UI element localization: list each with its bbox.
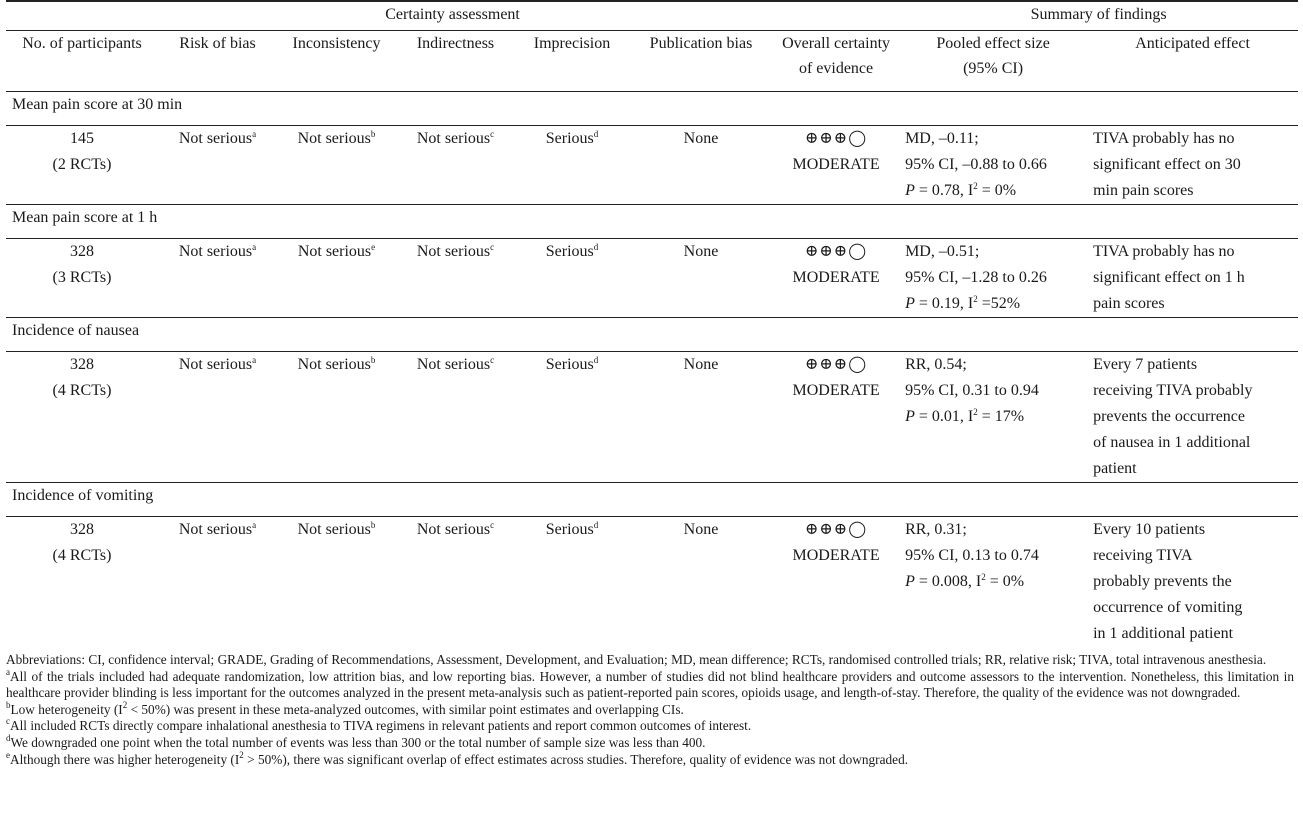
footnote-e: [6, 749, 1294, 769]
effect-ci: 95% CI, –0.88 to 0.66: [905, 156, 1047, 173]
anticipated-line: probably prevents the: [1093, 573, 1232, 590]
certainty-rating-icon: ⊕⊕⊕◯: [804, 243, 868, 260]
indirectness-value: Not serious: [416, 243, 491, 260]
trials-count: (3 RCTs): [52, 269, 112, 286]
footnote-b-mark: b: [6, 699, 11, 710]
col-overall-certainty: [773, 31, 899, 92]
col-risk-of-bias: Risk of bias: [179, 35, 256, 52]
col-publication-bias: Publication bias: [649, 35, 753, 52]
inconsistency-value: Not serious: [297, 356, 371, 373]
footnote-d-text: We downgraded one point when the total number of events was less than 300 or the total number of sample size was less than 400.: [10, 734, 706, 750]
p-letter: P: [905, 408, 915, 425]
imprecision-footnote-mark: d: [593, 129, 599, 139]
footnote-b-text-1: Low heterogeneity (I: [10, 701, 123, 717]
footnote-e-mark: e: [6, 749, 10, 760]
publication-bias-cell: None: [683, 130, 719, 147]
table-row: [6, 517, 1298, 648]
inconsistency-footnote-mark: e: [371, 242, 376, 252]
inconsistency-cell: [277, 352, 396, 483]
overall-certainty-cell: [773, 352, 899, 483]
certainty-assessment-header: Certainty assessment: [6, 1, 899, 31]
section-header-row: [6, 483, 1298, 517]
section-header-row: [6, 318, 1298, 352]
participants-cell: [6, 239, 158, 318]
anticipated-effect-cell: [1087, 352, 1298, 483]
overall-certainty-cell: [773, 517, 899, 648]
col-pooled-line2: (95% CI): [963, 60, 1024, 77]
indirectness-footnote-mark: c: [490, 129, 495, 139]
col-participants: No. of participants: [22, 35, 142, 52]
indirectness-footnote-mark: c: [490, 355, 495, 365]
section-title: Incidence of nausea: [12, 322, 140, 339]
inconsistency-footnote-mark: b: [370, 520, 376, 530]
effect-ci: 95% CI, 0.13 to 0.74: [905, 547, 1039, 564]
col-indirectness: Indirectness: [416, 35, 495, 52]
col-pooled-effect: [899, 31, 1087, 92]
footnote-e-text-1: Although there was higher heterogeneity (I: [10, 751, 240, 767]
anticipated-effect-cell: [1087, 239, 1298, 318]
i2-value: =52%: [977, 295, 1021, 312]
participants-cell: [6, 352, 158, 483]
certainty-rating-icon: ⊕⊕⊕◯: [804, 356, 868, 373]
pooled-effect-cell: [899, 239, 1087, 318]
publication-bias-cell: None: [683, 243, 719, 260]
group-header-row: [6, 1, 1298, 31]
inconsistency-footnote-mark: b: [370, 129, 376, 139]
anticipated-line: pain scores: [1093, 295, 1165, 312]
footnote-b: [6, 699, 1294, 719]
trials-count: (4 RCTs): [52, 547, 112, 564]
footnote-a-text: All of the trials included had adequate randomization, low attrition bias, and low reporting bias. However, a number of studies did not blind healthcare providers and outcome assessors to the intervention. Nonetheless, this limitation in healthcare provider blinding is less important for the outcomes analyzed in the present meta-analysis such as patient-reported pain scores, opioids usage, and length-of-stay. Therefore, the quality of the evidence was not downgraded.: [6, 668, 1294, 701]
certainty-rating-icon: ⊕⊕⊕◯: [804, 130, 868, 147]
section-header-row: [6, 92, 1298, 126]
p-value: = 0.19, I: [914, 295, 974, 312]
imprecision-cell: [515, 352, 629, 483]
footnote-a-mark: a: [6, 666, 10, 677]
footnote-abbreviations: Abbreviations: CI, confidence interval; GRADE, Grading of Recommendations, Assessment, Development, and Evaluation; MD, mean difference; RCTs, randomised controlled trials; RR, relative risk; TIVA, total intravenous anesthesia.: [6, 652, 1267, 667]
overall-certainty-cell: [773, 126, 899, 205]
i2-value: = 0%: [977, 182, 1017, 199]
i2-value: = 0%: [985, 573, 1025, 590]
footnote-b-text-2: < 50%) was present in these meta-analyzed outcomes, with similar point estimates and overlapping CIs.: [127, 701, 684, 717]
risk-value: Not serious: [178, 130, 253, 147]
effect-estimate: MD, –0.11;: [905, 130, 979, 147]
indirectness-cell: [396, 239, 515, 318]
footnote-c-text: All included RCTs directly compare inhalational anesthesia to TIVA regimens in relevant patients and report common outcomes of interest.: [10, 718, 752, 734]
i2-sup: 2: [973, 407, 978, 417]
imprecision-value: Serious: [545, 243, 594, 260]
inconsistency-footnote-mark: b: [370, 355, 376, 365]
participants-count: 145: [70, 130, 94, 147]
imprecision-value: Serious: [545, 356, 594, 373]
imprecision-cell: [515, 239, 629, 318]
anticipated-line: of nausea in 1 additional: [1093, 434, 1251, 451]
participants-count: 328: [70, 521, 94, 538]
pooled-effect-cell: [899, 126, 1087, 205]
overall-certainty-cell: [773, 239, 899, 318]
indirectness-footnote-mark: c: [490, 242, 495, 252]
summary-of-findings-header: Summary of findings: [899, 1, 1298, 31]
anticipated-line: patient: [1093, 460, 1137, 477]
col-inconsistency: Inconsistency: [292, 35, 381, 52]
inconsistency-value: Not serious: [297, 243, 372, 260]
publication-bias-cell: None: [683, 356, 719, 373]
certainty-label: MODERATE: [792, 382, 880, 399]
footnote-e-text-2: > 50%), there was significant overlap of effect estimates across studies. Therefore, quality of evidence was not downgraded.: [243, 751, 909, 767]
table-row: [6, 352, 1298, 483]
imprecision-footnote-mark: d: [593, 520, 599, 530]
anticipated-line: receiving TIVA: [1093, 547, 1193, 564]
certainty-label: MODERATE: [792, 547, 880, 564]
risk-footnote-mark: a: [252, 129, 257, 139]
section-header-row: [6, 205, 1298, 239]
inconsistency-cell: [277, 126, 396, 205]
col-overall-line2: of evidence: [798, 60, 874, 77]
footnote-b-sup: 2: [122, 699, 128, 710]
risk-footnote-mark: a: [252, 520, 257, 530]
risk-footnote-mark: a: [252, 242, 257, 252]
col-pooled-line1: Pooled effect size: [936, 35, 1050, 52]
p-value: = 0.78, I: [914, 182, 974, 199]
indirectness-value: Not serious: [416, 521, 491, 538]
pooled-effect-cell: [899, 352, 1087, 483]
certainty-label: MODERATE: [792, 269, 880, 286]
effect-ci: 95% CI, –1.28 to 0.26: [905, 269, 1047, 286]
certainty-label: MODERATE: [792, 156, 880, 173]
section-title: Mean pain score at 1 h: [12, 209, 158, 226]
risk-footnote-mark: a: [252, 355, 257, 365]
i2-sup: 2: [973, 294, 978, 304]
participants-cell: [6, 517, 158, 648]
publication-bias-cell: None: [683, 521, 719, 538]
i2-sup: 2: [973, 181, 978, 191]
footnote-a: [6, 666, 1294, 702]
p-value: = 0.01, I: [914, 408, 974, 425]
section-title: Incidence of vomiting: [12, 487, 154, 504]
i2-value: = 17%: [977, 408, 1025, 425]
imprecision-cell: [515, 517, 629, 648]
p-letter: P: [905, 295, 915, 312]
imprecision-cell: [515, 126, 629, 205]
col-overall-line1: Overall certainty: [782, 35, 891, 52]
i2-sup: 2: [981, 572, 986, 582]
risk-of-bias-cell: [158, 126, 277, 205]
effect-estimate: RR, 0.31;: [905, 521, 967, 538]
risk-of-bias-cell: [158, 352, 277, 483]
imprecision-value: Serious: [545, 130, 594, 147]
anticipated-line: TIVA probably has no: [1093, 130, 1235, 147]
risk-value: Not serious: [178, 521, 253, 538]
anticipated-line: Every 10 patients: [1093, 521, 1206, 538]
inconsistency-value: Not serious: [297, 521, 371, 538]
p-letter: P: [905, 182, 915, 199]
imprecision-value: Serious: [545, 521, 594, 538]
participants-count: 328: [70, 243, 94, 260]
anticipated-line: prevents the occurrence: [1093, 408, 1245, 425]
risk-of-bias-cell: [158, 517, 277, 648]
anticipated-line: significant effect on 30: [1093, 156, 1241, 173]
grade-table-container: [6, 0, 1298, 768]
risk-value: Not serious: [178, 243, 253, 260]
table-row: [6, 126, 1298, 205]
trials-count: (2 RCTs): [52, 156, 112, 173]
risk-value: Not serious: [178, 356, 253, 373]
anticipated-line: in 1 additional patient: [1093, 625, 1234, 642]
anticipated-line: min pain scores: [1093, 182, 1194, 199]
indirectness-value: Not serious: [416, 356, 491, 373]
indirectness-footnote-mark: c: [490, 520, 495, 530]
pooled-effect-cell: [899, 517, 1087, 648]
column-header-row: [6, 31, 1298, 92]
indirectness-cell: [396, 352, 515, 483]
footnote-e-sup: 2: [239, 749, 244, 760]
col-anticipated-effect: Anticipated effect: [1135, 35, 1250, 52]
imprecision-footnote-mark: d: [593, 355, 599, 365]
anticipated-line: occurrence of vomiting: [1093, 599, 1243, 616]
anticipated-line: TIVA probably has no: [1093, 243, 1235, 260]
anticipated-effect-cell: [1087, 517, 1298, 648]
anticipated-effect-cell: [1087, 126, 1298, 205]
indirectness-cell: [396, 126, 515, 205]
indirectness-cell: [396, 517, 515, 648]
anticipated-line: receiving TIVA probably: [1093, 382, 1253, 399]
p-value: = 0.008, I: [914, 573, 982, 590]
footnote-d-mark: d: [6, 732, 11, 743]
risk-of-bias-cell: [158, 239, 277, 318]
col-imprecision: Imprecision: [533, 35, 611, 52]
participants-cell: [6, 126, 158, 205]
table-footnotes: [6, 652, 1298, 768]
anticipated-line: significant effect on 1 h: [1093, 269, 1245, 286]
anticipated-line: Every 7 patients: [1093, 356, 1198, 373]
participants-count: 328: [70, 356, 94, 373]
effect-ci: 95% CI, 0.31 to 0.94: [905, 382, 1039, 399]
inconsistency-cell: [277, 239, 396, 318]
inconsistency-cell: [277, 517, 396, 648]
trials-count: (4 RCTs): [52, 382, 112, 399]
p-letter: P: [905, 573, 915, 590]
footnote-c-mark: c: [6, 716, 10, 727]
footnote-d: [6, 732, 1294, 752]
effect-estimate: RR, 0.54;: [905, 356, 967, 373]
section-title: Mean pain score at 30 min: [12, 96, 183, 113]
certainty-rating-icon: ⊕⊕⊕◯: [804, 521, 868, 538]
inconsistency-value: Not serious: [297, 130, 371, 147]
indirectness-value: Not serious: [416, 130, 491, 147]
imprecision-footnote-mark: d: [593, 242, 599, 252]
effect-estimate: MD, –0.51;: [905, 243, 980, 260]
footnote-c: [6, 718, 1294, 735]
grade-summary-table: [6, 0, 1298, 647]
table-row: [6, 239, 1298, 318]
